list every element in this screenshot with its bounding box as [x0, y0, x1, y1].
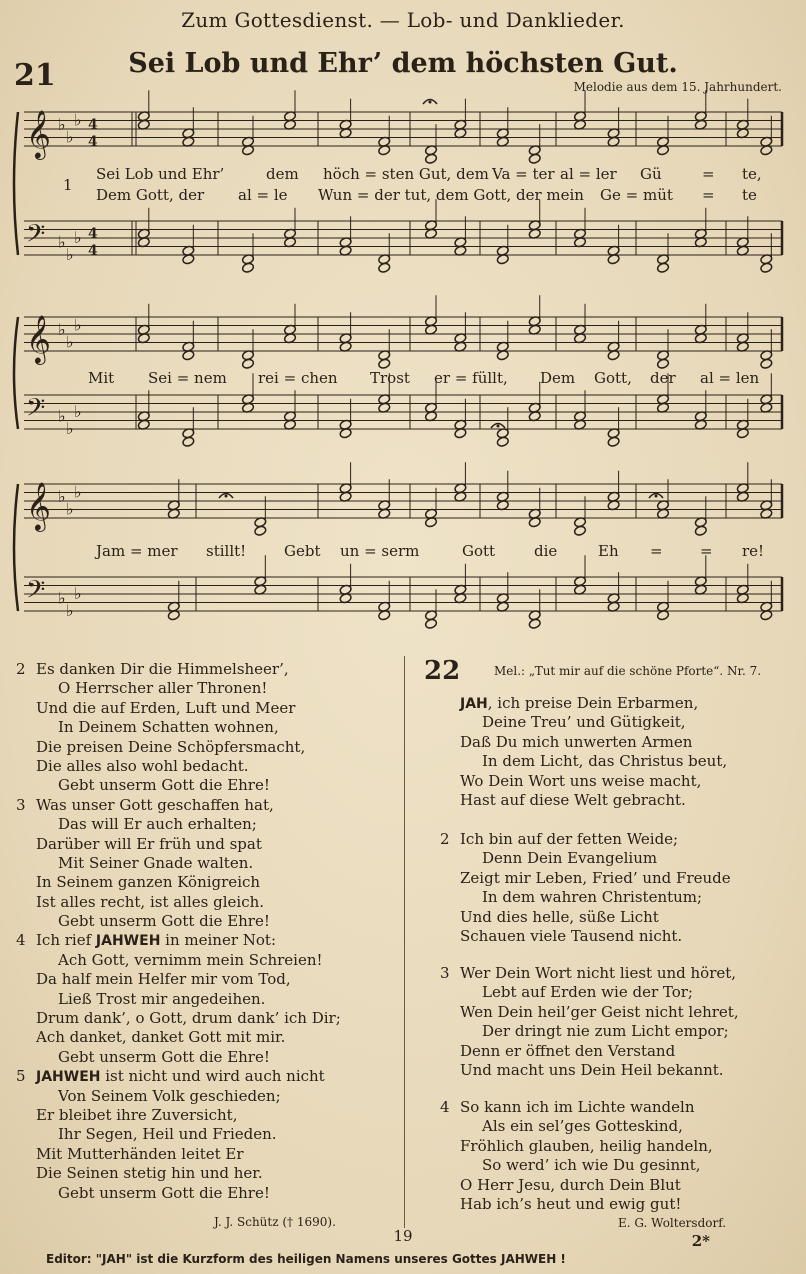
- flat-sign: ♭: [58, 232, 66, 252]
- time-signature: 4: [88, 243, 98, 259]
- lyric-syllable: Eh: [598, 542, 619, 560]
- author-attribution: E. G. Woltersdorf.: [618, 1216, 727, 1230]
- lyric-syllable: Gebt: [284, 542, 321, 560]
- verse-line: In Seinem ganzen Königreich: [36, 873, 261, 892]
- lyric-syllable: dem: [266, 165, 299, 183]
- lyric-syllable: Jam = mer: [96, 542, 178, 560]
- flat-sign: ♭: [74, 402, 82, 421]
- verse-line: Ließ Trost mir angedeihen.: [58, 989, 266, 1008]
- note-head: [424, 618, 437, 629]
- verse-line: Ich bin auf der fetten Weide;: [460, 830, 679, 848]
- note-head: [573, 525, 586, 536]
- verse-line: Als ein sel’ges Gotteskind,: [482, 1117, 683, 1136]
- flat-sign: ♭: [74, 228, 82, 247]
- verse-line: Lebt auf Erden wie der Tor;: [482, 983, 693, 1002]
- flat-sign: ♭: [58, 114, 66, 134]
- bass-clef: 𝄢: [26, 575, 46, 611]
- note-head: [378, 358, 391, 369]
- verse-line: Ich rief JAHWEH in meiner Not:: [36, 931, 277, 950]
- verse-line: In dem wahren Christentum;: [482, 888, 703, 907]
- verse-line: Da half mein Helfer mir vom Tod,: [36, 970, 291, 989]
- verse-number: 3: [440, 964, 450, 982]
- signature-mark: 2*: [691, 1232, 710, 1250]
- system-brace: [14, 317, 18, 429]
- lyric-syllable: Gott,: [594, 369, 632, 387]
- lyric-syllable: rei = chen: [258, 369, 338, 387]
- verse-line: Hab ich’s heut und ewig gut!: [460, 1194, 682, 1213]
- treble-clef: 𝄞: [26, 314, 51, 363]
- verse-number: 4: [16, 931, 26, 950]
- hymn-number-21: 21: [14, 58, 56, 93]
- note-head: [496, 436, 509, 447]
- lyric-syllable: Ge = müt: [600, 186, 673, 204]
- melody-attribution: Melodie aus dem 15. Jahrhundert.: [573, 80, 782, 94]
- verse-number: 1: [63, 176, 73, 194]
- running-header: Zum Gottesdienst. — Lob- und Danklieder.: [181, 8, 625, 32]
- lyric-syllable: der: [650, 369, 676, 387]
- note-head: [656, 262, 669, 273]
- editor-note: Editor: "JAH" ist die Kurzform des heiligen Namens unseres Gottes JAHWEH !: [46, 1252, 566, 1266]
- verses-left-column: [16, 660, 341, 1203]
- page-number: 19: [393, 1227, 413, 1245]
- verse-line: Die alles also wohl bedacht.: [36, 756, 249, 775]
- note-head: [424, 153, 437, 164]
- verse-number: 2: [16, 660, 26, 678]
- melody-reference: Mel.: „Tut mir auf die schöne Pforte“. Nr. 7.: [494, 664, 762, 678]
- note-head: [607, 436, 620, 447]
- flat-sign: ♭: [58, 588, 66, 608]
- verse-line: Und macht uns Dein Heil bekannt.: [460, 1060, 724, 1079]
- note-head: [760, 358, 773, 369]
- note-head: [528, 618, 541, 629]
- verse-line: Er bleibet ihre Zuversicht,: [36, 1105, 238, 1124]
- fermata-dot: [429, 101, 432, 104]
- lyric-syllable: =: [650, 542, 663, 560]
- verse-line: Und dies helle, süße Licht: [460, 907, 659, 926]
- note-head: [656, 358, 669, 369]
- verse-line: Ihr Segen, Heil und Frieden.: [58, 1125, 277, 1144]
- note-head: [241, 262, 254, 273]
- verse-line: Von Seinem Volk geschieden;: [58, 1086, 281, 1105]
- verse-line: Ist alles recht, ist alles gleich.: [36, 892, 265, 911]
- lyric-syllable: al = le: [238, 186, 288, 204]
- note-head: [528, 153, 541, 164]
- verse-line: Der dringt nie zum Licht empor;: [482, 1022, 729, 1041]
- flat-sign: ♭: [58, 319, 66, 339]
- verse-line: Gebt unserm Gott die Ehre!: [58, 912, 270, 931]
- lyric-syllable: Gü: [640, 165, 662, 183]
- flat-sign: ♭: [74, 482, 82, 502]
- lyric-syllable: Sei Lob und Ehr’: [96, 165, 225, 183]
- hymn-number-22: 22: [424, 656, 461, 686]
- verse-line: Denn er öffnet den Verstand: [460, 1041, 676, 1060]
- verse-line: Gebt unserm Gott die Ehre!: [58, 776, 270, 795]
- flat-sign: ♭: [66, 245, 74, 264]
- treble-clef: 𝄞: [26, 109, 51, 158]
- lyric-syllable: stillt!: [206, 542, 247, 560]
- time-signature: 4: [88, 226, 98, 242]
- time-signature: 4: [88, 117, 98, 133]
- lyric-syllable: Trost: [370, 369, 410, 387]
- lyric-syllable: Sei = nem: [148, 369, 227, 387]
- verse-line: JAH, ich preise Dein Erbarmen,: [460, 694, 699, 712]
- treble-clef: 𝄞: [26, 481, 51, 530]
- verse-line: Ach Gott, vernimm mein Schreien!: [58, 950, 323, 969]
- verse-line: So kann ich im Lichte wandeln: [460, 1098, 695, 1116]
- lyric-syllable: Mit: [88, 369, 115, 387]
- verse-line: Denn Dein Evangelium: [482, 849, 658, 868]
- flat-sign: ♭: [74, 315, 82, 335]
- hymn22-verse-1: [440, 694, 727, 810]
- lyric-syllable: te: [742, 186, 757, 204]
- verse-line: Drum dank’, o Gott, drum dank’ ich Dir;: [36, 1009, 341, 1028]
- verse-number: 4: [440, 1098, 450, 1116]
- lyric-syllable: höch = sten Gut, dem: [323, 165, 489, 183]
- bass-clef: 𝄢: [26, 219, 46, 255]
- lyric-syllable: die: [534, 542, 558, 560]
- system-brace: [14, 484, 18, 611]
- verse-line: O Herrscher aller Thronen!: [58, 679, 268, 698]
- lyric-syllable: Dem Gott, der: [96, 186, 205, 204]
- hymn22-verse-4: [440, 1098, 713, 1214]
- verse-line: In dem Licht, das Christus beut,: [482, 752, 728, 771]
- lyric-syllable: Va = ter: [492, 165, 555, 183]
- column-divider: [404, 656, 405, 1228]
- verse-line: Gebt unserm Gott die Ehre!: [58, 1047, 270, 1066]
- verse-line: Die preisen Deine Schöpfersmacht,: [36, 737, 306, 756]
- fermata-dot: [497, 425, 500, 428]
- note-head: [760, 262, 773, 273]
- note-head: [182, 436, 195, 447]
- verse-line: O Herr Jesu, durch Dein Blut: [460, 1175, 681, 1194]
- flat-sign: ♭: [66, 499, 74, 519]
- flat-sign: ♭: [66, 127, 74, 147]
- lyric-syllable: al = len: [700, 369, 760, 387]
- lyric-syllable: re!: [742, 542, 765, 560]
- verse-line: Es danken Dir die Himmelsheer’,: [36, 660, 289, 678]
- verse-line: Wen Dein heil’ger Geist nicht lehret,: [460, 1002, 739, 1021]
- hymn-title: Sei Lob und Ehr’ dem höchsten Gut.: [128, 48, 678, 79]
- verse-line: Darüber will Er früh und spat: [36, 834, 262, 853]
- hymn22-verse-3: [440, 964, 739, 1080]
- flat-sign: ♭: [58, 486, 66, 506]
- lyric-syllable: Wun = der tut, dem Gott, der mein: [318, 186, 584, 204]
- verse-line: Wer Dein Wort nicht liest und höret,: [460, 964, 737, 982]
- verse-number: 2: [440, 830, 450, 848]
- time-signature: 4: [88, 134, 98, 150]
- verse-line: Mit Seiner Gnade walten.: [58, 853, 254, 872]
- verse-line: Das will Er auch erhalten;: [58, 815, 257, 834]
- lyric-syllable: al = ler: [560, 165, 617, 183]
- verse-line: Schauen viele Tausend nicht.: [460, 926, 683, 945]
- verse-number: 5: [16, 1067, 26, 1086]
- hymn22-verse-2: [440, 830, 731, 946]
- lyric-syllable: un = serm: [340, 542, 420, 560]
- lyric-syllable: er = füllt,: [434, 369, 508, 387]
- bass-clef: 𝄢: [26, 393, 46, 429]
- verse-line: Und die auf Erden, Luft und Meer: [36, 698, 296, 717]
- verse-number: 3: [16, 795, 26, 814]
- flat-sign: ♭: [66, 601, 74, 620]
- fermata-dot: [225, 495, 228, 498]
- verse-line: Ach danket, danket Gott mit mir.: [36, 1028, 286, 1047]
- lyric-syllable: =: [700, 542, 713, 560]
- verse-line: Die Seinen stetig hin und her.: [36, 1164, 263, 1183]
- verse-line: Mit Mutterhänden leitet Er: [36, 1144, 244, 1163]
- verse-line: Was unser Gott geschaffen hat,: [36, 795, 274, 814]
- fermata-dot: [655, 495, 658, 498]
- verse-line: In Deinem Schatten wohnen,: [58, 718, 279, 737]
- verse-line: So werd’ ich wie Du gesinnt,: [482, 1156, 701, 1175]
- verse-line: Zeigt mir Leben, Fried’ und Freude: [460, 868, 731, 887]
- flat-sign: ♭: [58, 406, 66, 426]
- verse-line: Daß Du mich unwerten Armen: [460, 732, 693, 751]
- note-head: [241, 358, 254, 369]
- verse-line: Fröhlich glauben, heilig handeln,: [460, 1136, 713, 1155]
- verse-line: Deine Treu’ und Gütigkeit,: [482, 713, 686, 732]
- note-head: [694, 525, 707, 536]
- flat-sign: ♭: [66, 419, 74, 438]
- verse-line: JAHWEH ist nicht und wird auch nicht: [36, 1067, 325, 1086]
- lyric-syllable: =: [702, 165, 715, 183]
- lyric-syllable: te,: [742, 165, 762, 183]
- verse-line: Gebt unserm Gott die Ehre!: [58, 1183, 270, 1202]
- lyric-syllable: Dem: [540, 369, 576, 387]
- flat-sign: ♭: [74, 110, 82, 130]
- verse-line: Wo Dein Wort uns weise macht,: [460, 771, 702, 790]
- system-brace: [14, 112, 18, 255]
- note-head: [378, 262, 391, 273]
- flat-sign: ♭: [66, 332, 74, 352]
- lyric-syllable: =: [702, 186, 715, 204]
- author-attribution: J. J. Schütz († 1690).: [214, 1215, 336, 1229]
- note-head: [254, 525, 267, 536]
- flat-sign: ♭: [74, 584, 82, 603]
- verse-line: Hast auf diese Welt gebracht.: [460, 790, 686, 809]
- lyric-syllable: Gott: [462, 542, 496, 560]
